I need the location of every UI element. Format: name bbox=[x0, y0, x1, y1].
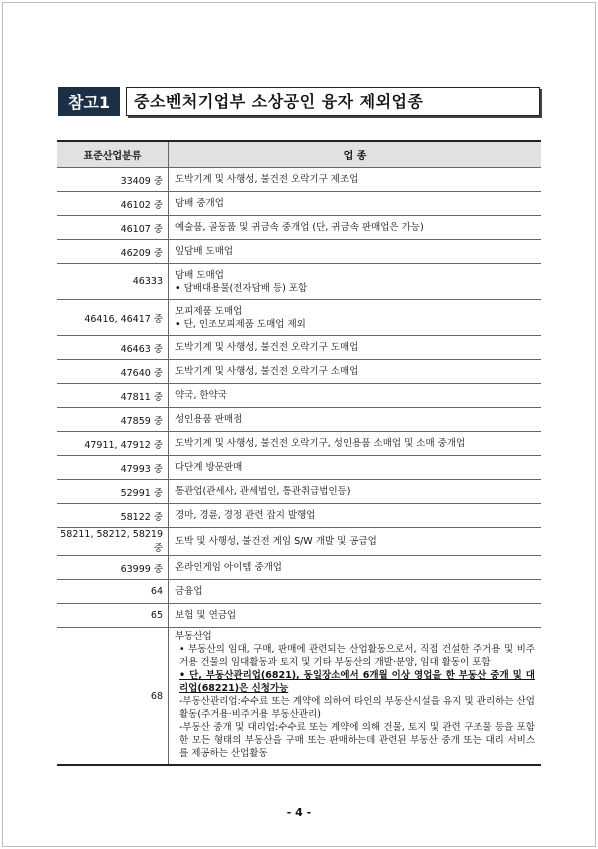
industry-description bbox=[169, 580, 542, 604]
industry-description bbox=[169, 168, 542, 192]
description-detail: -부동산관리업:수수료 또는 계약에 의하여 타인의 부동산시설을 유지 및 관리하는 산업활동(주거용·비주거용 부동산관리) bbox=[179, 696, 535, 720]
industry-description bbox=[169, 628, 542, 766]
description-line: 도박 및 사행성, 불건전 게임 S/W 개발 및 공급업 bbox=[175, 536, 377, 547]
exception-note: • 단, 부동산관리업(6821), 동일장소에서 6개월 이상 영업을 한 부동산 중개 및 대리업(68221)은 신청가능 bbox=[179, 670, 535, 694]
industry-description bbox=[169, 384, 542, 408]
industry-description bbox=[169, 456, 542, 480]
industry-description bbox=[169, 216, 542, 240]
industry-code: 47811 중 bbox=[57, 384, 169, 408]
industry-description bbox=[169, 480, 542, 504]
industry-code: 47859 중 bbox=[57, 408, 169, 432]
table-row bbox=[57, 336, 541, 360]
table-row bbox=[57, 504, 541, 528]
industry-code: 46416, 46417 중 bbox=[57, 300, 169, 336]
table-row bbox=[57, 216, 541, 240]
industry-code: 33409 중 bbox=[57, 168, 169, 192]
industry-description bbox=[169, 556, 542, 580]
industry-description bbox=[169, 408, 542, 432]
description-line: 도박기계 및 사행성, 불건전 오락기구 도매업 bbox=[175, 342, 359, 353]
industry-code: 47640 중 bbox=[57, 360, 169, 384]
industry-code: 46107 중 bbox=[57, 216, 169, 240]
industry-description bbox=[169, 432, 542, 456]
industry-code: 47911, 47912 중 bbox=[57, 432, 169, 456]
table-row bbox=[57, 628, 541, 766]
industry-code: 65 bbox=[57, 604, 169, 628]
description-line: 부동산업 bbox=[175, 631, 212, 642]
table-row bbox=[57, 240, 541, 264]
table-row bbox=[57, 168, 541, 192]
description-line: 담배 중개업 bbox=[175, 198, 224, 209]
description-line: 성인용품 판매점 bbox=[175, 414, 243, 425]
table-row bbox=[57, 408, 541, 432]
table-row bbox=[57, 192, 541, 216]
industry-code: 68 bbox=[57, 628, 169, 766]
industry-description bbox=[169, 192, 542, 216]
description-bullet: • 부동산의 임대, 구매, 판매에 관련되는 산업활동으로서, 직접 건설한 주거용 및 비주거용 건물의 임대활동과 토지 및 기타 부동산의 개발·분양, 임대 활동이 포함 bbox=[179, 644, 535, 668]
description-line: 잎담배 도매업 bbox=[175, 246, 234, 257]
industry-description bbox=[169, 240, 542, 264]
description-line: 다단계 방문판매 bbox=[175, 462, 243, 473]
page-title: 중소벤처기업부 소상공인 융자 제외업종 bbox=[126, 87, 540, 116]
industry-description bbox=[169, 264, 542, 300]
description-line: 경마, 경륜, 경정 관련 잡지 발행업 bbox=[175, 510, 316, 521]
table-row bbox=[57, 456, 541, 480]
table-row bbox=[57, 384, 541, 408]
description-note: • 단, 인조모피제품 도매업 제외 bbox=[175, 318, 306, 330]
industry-code: 46463 중 bbox=[57, 336, 169, 360]
table-row bbox=[57, 432, 541, 456]
table-row bbox=[57, 300, 541, 336]
description-line: 금융업 bbox=[175, 586, 203, 597]
table-row bbox=[57, 264, 541, 300]
industry-code: 63999 중 bbox=[57, 556, 169, 580]
industry-description bbox=[169, 604, 542, 628]
table-row bbox=[57, 604, 541, 628]
description-line: 모피제품 도매업 bbox=[175, 305, 243, 317]
reference-badge: 참고1 bbox=[58, 87, 120, 116]
industry-code: 64 bbox=[57, 580, 169, 604]
description-line: 통관업(관세사, 관세법인, 통관취급법인등) bbox=[175, 486, 351, 497]
industry-code: 46102 중 bbox=[57, 192, 169, 216]
description-line: 도박기계 및 사행성, 불건전 오락기구 제조업 bbox=[175, 174, 359, 185]
header-classification: 표준산업분류 bbox=[57, 141, 169, 168]
table-row bbox=[57, 580, 541, 604]
industry-code: 46209 중 bbox=[57, 240, 169, 264]
description-note: • 담배대용물(전자담배 등) 포함 bbox=[175, 282, 308, 294]
table-row bbox=[57, 360, 541, 384]
industry-code: 46333 bbox=[57, 264, 169, 300]
excluded-industries-table bbox=[57, 140, 541, 766]
table-row bbox=[57, 528, 541, 556]
industry-description bbox=[169, 528, 542, 556]
header-industry: 업 종 bbox=[169, 141, 542, 168]
description-line: 담배 도매업 bbox=[175, 269, 224, 281]
description-line: 도박기계 및 사행성, 불건전 오락기구 소매업 bbox=[175, 366, 359, 377]
page-number: - 4 - bbox=[286, 806, 312, 819]
table-row bbox=[57, 556, 541, 580]
industry-code: 52991 중 bbox=[57, 480, 169, 504]
industry-description bbox=[169, 360, 542, 384]
industry-description bbox=[169, 504, 542, 528]
description-line: 도박기계 및 사행성, 불건전 오락기구, 성인용품 소매업 및 소매 중개업 bbox=[175, 438, 466, 449]
description-line: 약국, 한약국 bbox=[175, 390, 227, 401]
industry-code: 58211, 58212, 58219 중 bbox=[57, 528, 169, 556]
description-line: 보험 및 연금업 bbox=[175, 610, 237, 621]
description-line: 예술품, 골동품 및 귀금속 중개업 (단, 귀금속 판매업은 가능) bbox=[175, 222, 424, 233]
section-title bbox=[58, 87, 540, 116]
industry-code: 47993 중 bbox=[57, 456, 169, 480]
industry-description bbox=[169, 300, 542, 336]
table-header-row bbox=[57, 141, 541, 168]
description-line: 온라인게임 아이템 중개업 bbox=[175, 562, 282, 573]
table-row bbox=[57, 480, 541, 504]
industry-description bbox=[169, 336, 542, 360]
industry-code: 58122 중 bbox=[57, 504, 169, 528]
description-detail: -부동산 중개 및 대리업:수수료 또는 계약에 의해 건물, 토지 및 관련 구조물 등을 포함한 모든 형태의 부동산을 구매 또는 판매하는데 관련된 부동산 중개 또는 대리 서비스를 제공하는 산업활동 bbox=[179, 722, 535, 759]
